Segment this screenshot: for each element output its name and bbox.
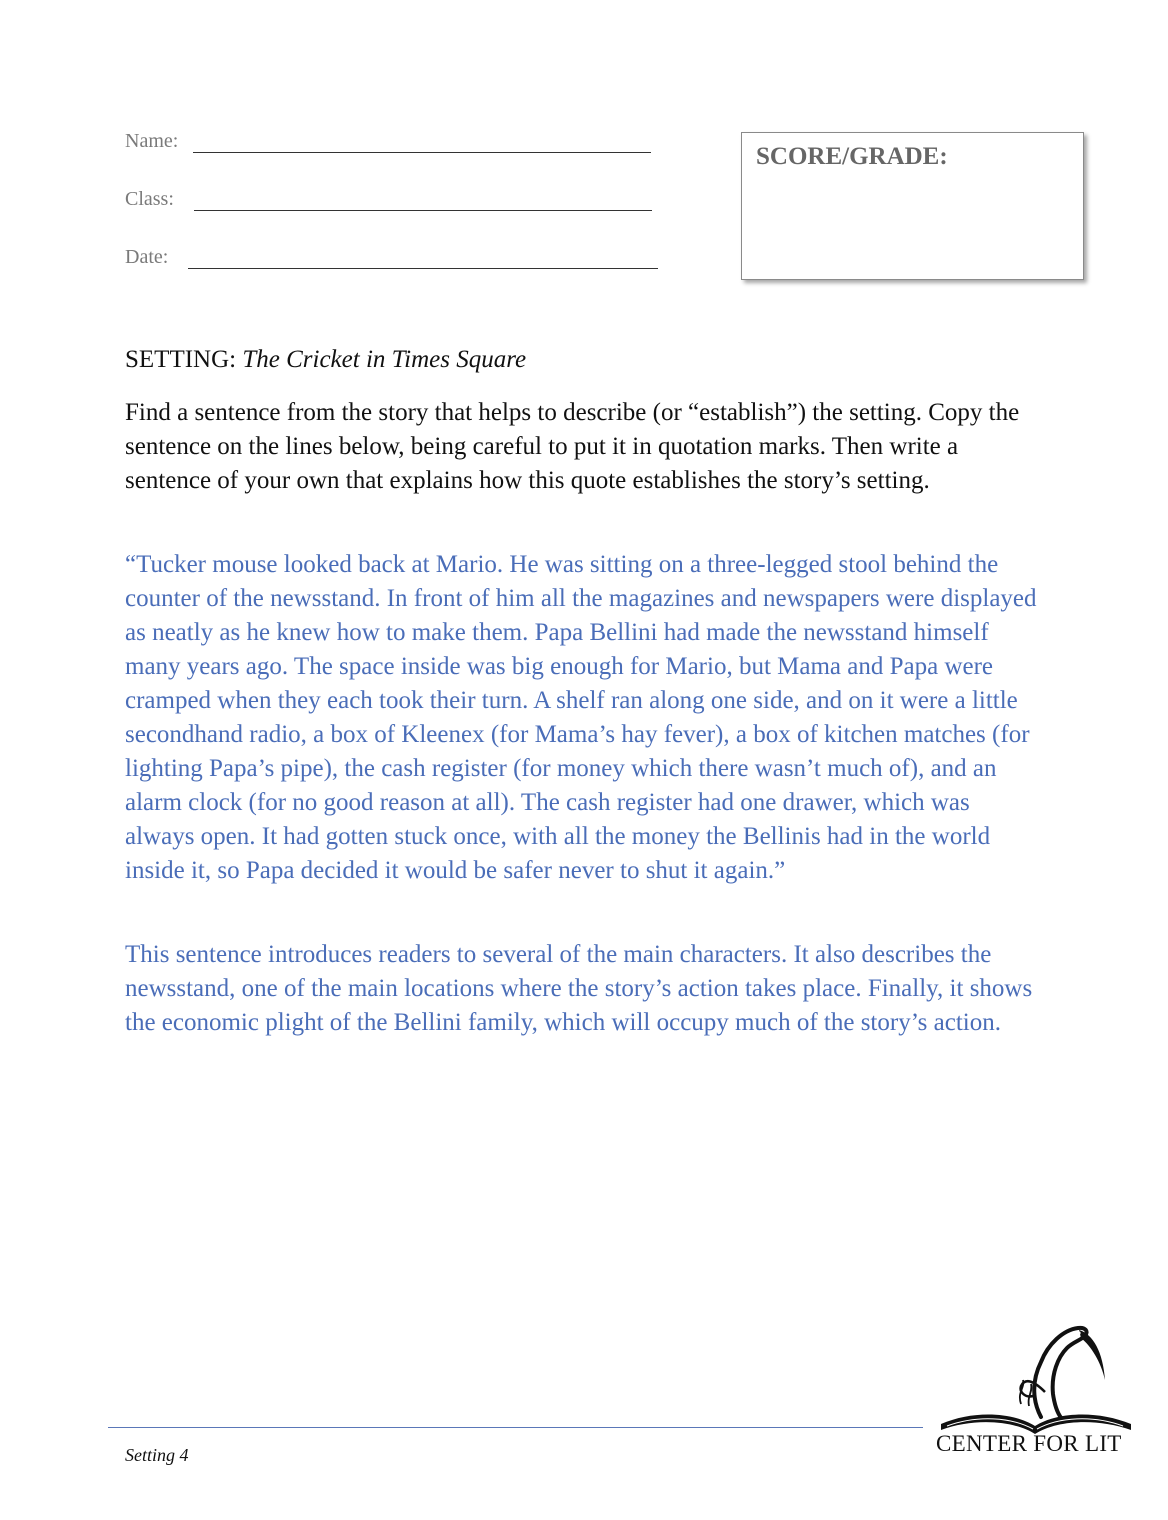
page-label: Setting 4 [125, 1445, 189, 1465]
class-label: Class: [125, 188, 174, 210]
date-label: Date: [125, 246, 169, 268]
score-label: SCORE/GRADE: [756, 143, 948, 170]
section-heading [125, 346, 526, 374]
date-line[interactable] [188, 268, 658, 269]
explanation-text: This sentence introduces readers to several of the main characters. It also describes the newsstand, one of the main locations where the story’s action takes place. Finally, it shows the economic plight of the Bellini family, which will occupy much of the story’s action. [125, 941, 1033, 1036]
book-title: The Cricket in Times Square [242, 346, 527, 373]
prompt-text: Find a sentence from the story that helps to describe (or “establish”) the setting. Copy the sentence on the lines below, being careful to put it in quotation marks. Then write a sentence of your own that explains how this quote establishes the story’s setting. [125, 399, 1020, 494]
quote-text: “Tucker mouse looked back at Mario. He was sitting on a three-legged stool behind the counter of the newsstand. In front of him all the magazines and newspapers were displayed as neatly as he knew how to make them. Papa Bellini had made the newsstand himself many years ago. The space inside was big enough for Mario, but Mama and Papa were cramped when they each took their turn. A shelf ran along one side, and on it were a little secondhand radio, a box of Kleenex (for Mama’s hay fever), a box of kitchen matches (for lighting Papa’s pipe), the cash register (for money which there wasn’t much of), and an alarm clock (for no good reason at all). The cash register had one drawer, which was always open. It had gotten stuck once, with all the money the Bellinis had in the world inside it, so Papa decided it would be safer never to shut it again.” [125, 551, 1037, 884]
class-line[interactable] [194, 210, 652, 211]
footer-rule [108, 1427, 923, 1428]
name-line[interactable] [193, 152, 651, 153]
heading-prefix: SETTING: [125, 346, 237, 373]
score-box [741, 132, 1084, 280]
name-label: Name: [125, 130, 179, 152]
logo-text: CENTER FOR LIT [936, 1431, 1122, 1456]
